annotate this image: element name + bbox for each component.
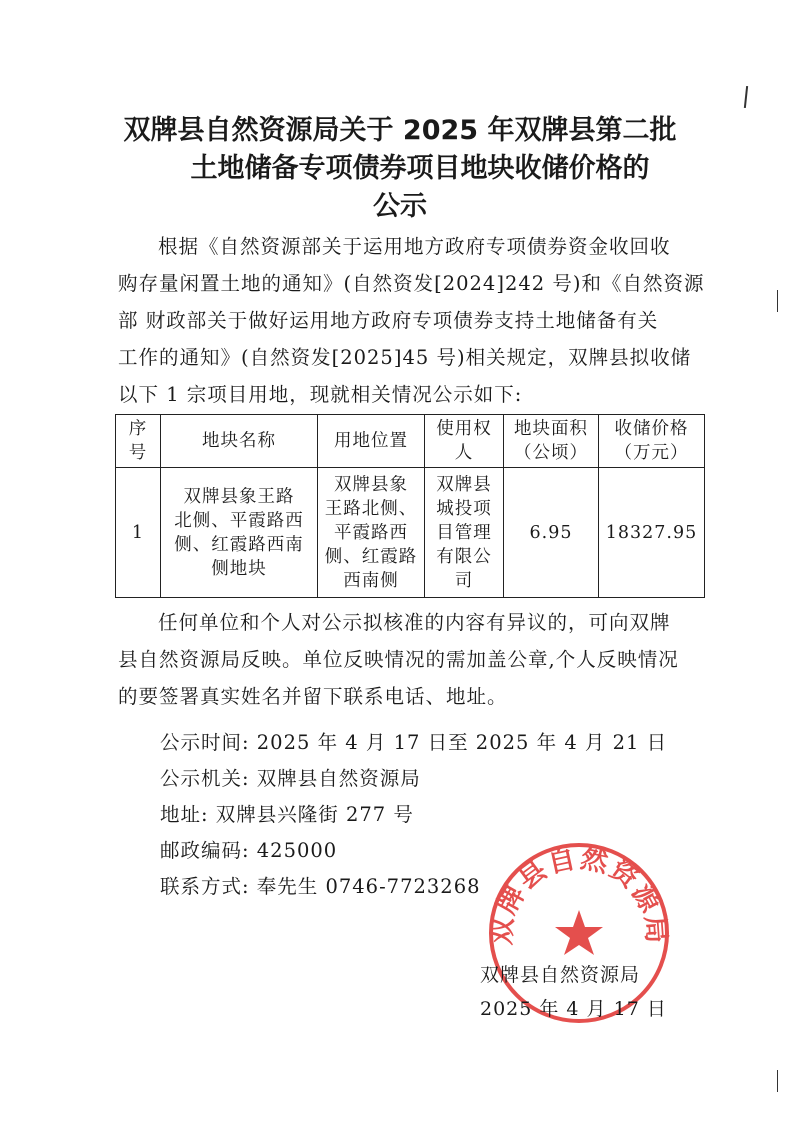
cell-index: 1 xyxy=(116,468,161,598)
notice-period: 公示时间: 2025 年 4 月 17 日至 2025 年 4 月 21 日 xyxy=(160,731,668,754)
objection-line: 的要签署真实姓名并留下联系电话、地址。 xyxy=(118,685,508,708)
header-owner: 使用权 人 xyxy=(425,415,504,468)
scan-mark xyxy=(777,290,778,312)
scan-mark xyxy=(744,86,748,108)
header-location: 用地位置 xyxy=(318,415,425,468)
intro-line: 部 财政部关于做好运用地方政府专项债券支持土地储备有关 xyxy=(118,309,659,332)
header-price: 收储价格 （万元） xyxy=(599,415,705,468)
objection-line: 县自然资源局反映。单位反映情况的需加盖公章,个人反映情况 xyxy=(118,648,679,671)
header-area: 地块面积 （公顷） xyxy=(504,415,599,468)
scan-mark xyxy=(777,1070,778,1092)
notice-authority: 公示机关: 双牌县自然资源局 xyxy=(160,767,421,790)
intro-line: 工作的通知》(自然资发[2025]45 号)相关规定，双牌县拟收储 xyxy=(118,346,692,369)
intro-line: 根据《自然资源部关于运用地方政府专项债券资金收回收 xyxy=(158,235,671,258)
intro-line: 以下 1 宗项目用地，现就相关情况公示如下: xyxy=(118,383,523,406)
doc-title-line-2: 土地储备专项债券项目地块收储价格的 xyxy=(190,153,650,184)
objection-paragraph xyxy=(118,604,718,715)
address: 地址: 双牌县兴隆街 277 号 xyxy=(160,803,414,826)
contact: 联系方式: 奉先生 0746-7723268 xyxy=(160,875,481,898)
doc-title-line-3: 公示 xyxy=(373,191,427,222)
signature-date: 2025 年 4 月 17 日 xyxy=(480,998,667,1020)
objection-line: 任何单位和个人对公示拟核准的内容有异议的，可向双牌 xyxy=(158,611,671,634)
cell-location: 双牌县象 王路北侧、 平霞路西 侧、红霞路 西南侧 xyxy=(318,468,425,598)
signature-org: 双牌县自然资源局 xyxy=(480,964,641,986)
intro-paragraph xyxy=(118,228,718,413)
doc-title-line-1: 双牌县自然资源局关于 2025 年双牌县第二批 xyxy=(123,115,677,146)
table-header-row xyxy=(116,415,705,468)
seal-star-icon xyxy=(555,910,603,955)
header-name: 地块名称 xyxy=(161,415,318,468)
table-row xyxy=(116,468,705,598)
cell-owner: 双牌县 城投项 目管理 有限公 司 xyxy=(425,468,504,598)
cell-area: 6.95 xyxy=(504,468,599,598)
header-index: 序 号 xyxy=(116,415,161,468)
svg-text:双牌县自然资源局: 双牌县自然资源局 xyxy=(486,843,672,947)
land-table xyxy=(115,414,705,598)
cell-price: 18327.95 xyxy=(599,468,705,598)
cell-name: 双牌县象王路 北侧、平霞路西 侧、红霞路西南 侧地块 xyxy=(161,468,318,598)
postal-code: 邮政编码: 425000 xyxy=(160,839,338,862)
intro-line: 购存量闲置土地的通知》(自然资发[2024]242 号)和《自然资源 xyxy=(118,272,705,295)
